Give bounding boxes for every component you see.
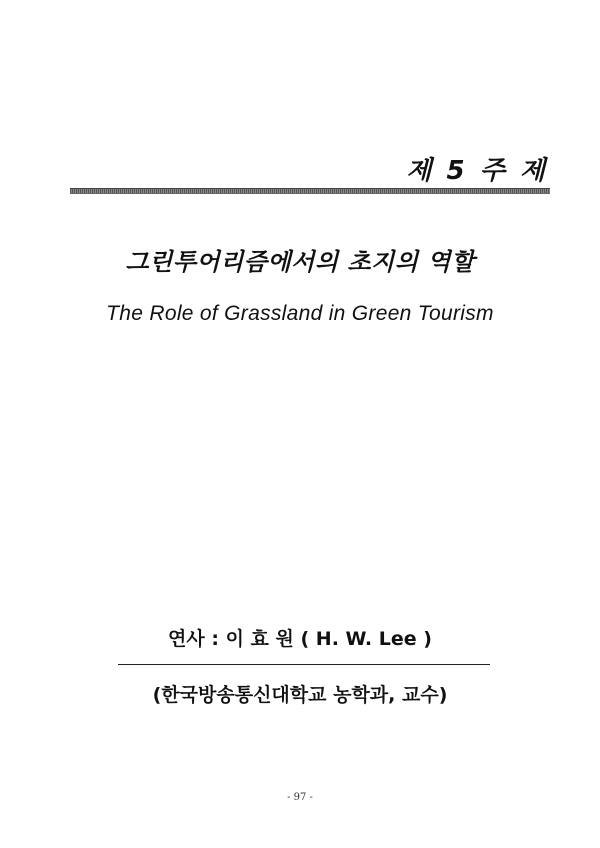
speaker-divider [118, 664, 490, 665]
page-number: - 97 - [287, 792, 313, 803]
speaker-line: 연사 : 이 효 원 ( H. W. Lee ) [168, 628, 432, 650]
speaker-affiliation: (한국방송통신대학교 농학과, 교수) [152, 684, 448, 706]
english-title: The Role of Grassland in Green Tourism [106, 302, 494, 325]
session-label: 제 5 주 제 [406, 156, 548, 186]
header-divider [70, 188, 550, 194]
korean-title: 그린투어리즘에서의 초지의 역할 [125, 248, 475, 276]
